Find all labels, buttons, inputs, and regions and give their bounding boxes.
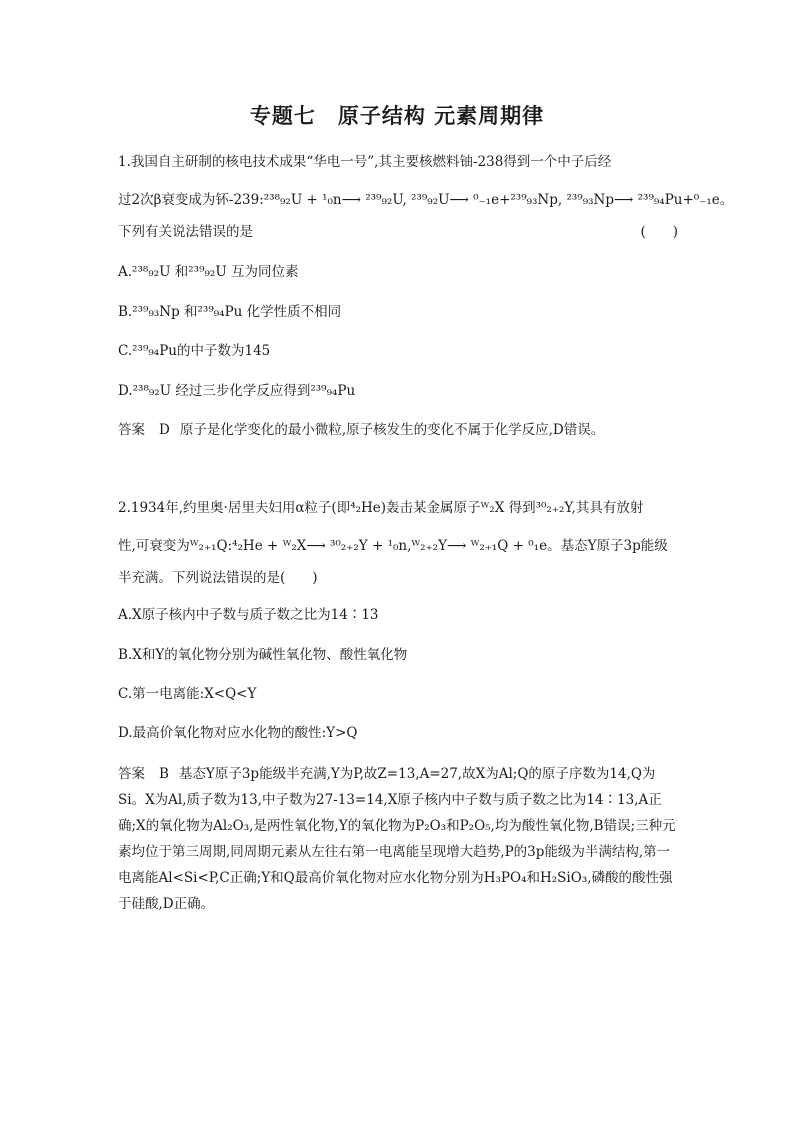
answer-letter: D	[159, 422, 170, 438]
answer-explanation: 基态Y原子3p能级半充满,Y为P,故Z=13,A=27,故X为Al;Q的原子序数为14,Q为Si。X为Al,质子数为13,中子数为27-13=14,X原子核内中子数与质子数之比为14∶13,A正确;X的氧化物为Al₂O₃,是两性氧化物,Y的氧化物为P₂O₃和P₂O₅,均为酸性氧化物,B错误;三种元素均位于第三周期,同周期元素从左往右第一电离能呈现增大趋势,P的3p能级为半满结构,第一电离能Al<Si<P,C正确;Y和Q最高价氧化物对应水化物分别为H₃PO₄和H₂SiO₃,磷酸的酸性强于硅酸,D正确。	[118, 766, 676, 912]
question-1-stem-line-2: 过2次β衰变成为钚-239:²³⁸₉₂U + ¹₀n⟶ ²³⁹₉₂U, ²³⁹₉₂U⟶ ⁰₋₁e+²³⁹₉₃Np, ²³⁹₉₃Np⟶ ²³⁹₉₄Pu+⁰₋₁e。	[118, 192, 734, 208]
question-2-stem-line-2: 性,可衰变为ᵂ₂₊₁Q:⁴₂He + ᵂ₂X⟶ ³⁰₂₊₂Y + ¹₀n,ᵂ₂₊₂Y⟶ ᵂ₂₊₁Q + ⁰₁e。基态Y原子3p能级	[118, 538, 668, 554]
question-1-stem-line-3	[118, 222, 678, 242]
question-1-answer	[118, 420, 678, 440]
question-2-stem-line-3: 半充满。下列说法错误的是( )	[118, 570, 318, 586]
question-1-option-c: C.²³⁹₉₄Pu的中子数为145	[118, 343, 271, 359]
question-1-prompt: 下列有关说法错误的是	[118, 224, 253, 240]
answer-label: 答案	[118, 766, 145, 782]
question-2-option-a: A.X原子核内中子数与质子数之比为14∶13	[118, 607, 379, 623]
answer-explanation: 原子是化学变化的最小微粒,原子核发生的变化不属于化学反应,D错误。	[179, 422, 605, 438]
question-2-option-d: D.最高价氧化物对应水化物的酸性:Y>Q	[118, 725, 358, 741]
answer-label: 答案	[118, 422, 145, 438]
question-2-option-b: B.X和Y的氧化物分别为碱性氧化物、酸性氧化物	[118, 647, 408, 663]
question-1-option-d: D.²³⁸₉₂U 经过三步化学反应得到²³⁹₉₄Pu	[118, 383, 356, 399]
question-1-option-b: B.²³⁹₉₃Np 和²³⁹₉₄Pu 化学性质不相同	[118, 304, 342, 320]
page-title: 专题七 原子结构 元素周期律	[249, 104, 545, 128]
question-1-answer-blank: ( )	[640, 224, 678, 240]
question-1-option-a: A.²³⁸₉₂U 和²³⁹₉₂U 互为同位素	[118, 264, 299, 280]
answer-letter: B	[159, 766, 169, 782]
question-2-option-c: C.第一电离能:X<Q<Y	[118, 686, 257, 702]
question-1-stem-line-1: 1.我国自主研制的核电技术成果“华电一号”,其主要核燃料铀-238得到一个中子后经	[118, 154, 612, 170]
question-2-answer	[118, 761, 678, 917]
question-2-stem-line-1: 2.1934年,约里奥·居里夫妇用α粒子(即⁴₂He)轰击某金属原子ᵂ₂X 得到³⁰₂₊₂Y,其具有放射	[118, 500, 644, 516]
